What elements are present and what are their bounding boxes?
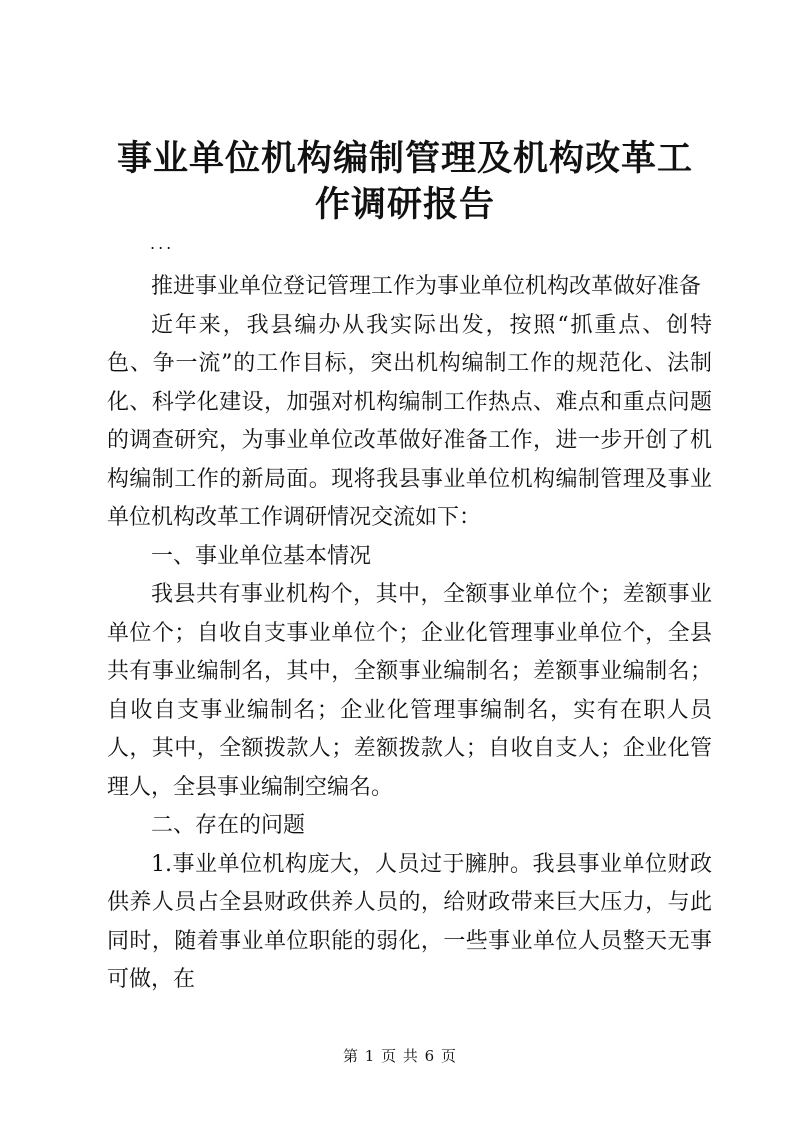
- document-title: 事业单位机构编制管理及机构改革工作调研报告: [116, 138, 693, 225]
- paragraph-intro: 近年来，我县编办从我实际出发，按照“抓重点、创特色、争一流”的工作目标，突出机构编制工作的规范化、法制化、科学化建设，加强对机构编制工作热点、难点和重点问题的调查研究，为事业单位改革做好准备工作，进一步开创了机构编制工作的新局面。现将我县事业单位机构编制管理及事业单位机构改革工作调研情况交流如下：: [107, 312, 712, 530]
- paragraph-basic-situation: 我县共有事业机构个，其中，全额事业单位个；差额事业单位个；自收自支事业单位个；企业化管理事业单位个，全县共有事业编制名，其中，全额事业编制名；差额事业编制名；自收自支事业编制名；企业化管理事编制名，实有在职人员人，其中，全额拨款人；差额拨款人；自收自支人；企业化管理人，全县事业编制空编名。: [107, 582, 712, 800]
- document-body: [107, 268, 712, 1000]
- section-heading-1: 一、事业单位基本情况: [151, 543, 372, 569]
- paragraph-problem-1: 1.事业单位机构庞大，人员过于臃肿。我县事业单位财政供养人员占全县财政供养人员的，给财政带来巨大压力，与此同时，随着事业单位职能的弱化，一些事业单位人员整天无事可做，在: [107, 851, 712, 992]
- page-footer: 第 1 页 共 6 页: [343, 1047, 457, 1065]
- section-heading-2: 二、存在的问题: [151, 813, 306, 838]
- paragraph-subtitle: 推进事业单位登记管理工作为事业单位机构改革做好准备: [151, 274, 702, 299]
- ellipsis-mark: ...: [150, 234, 175, 253]
